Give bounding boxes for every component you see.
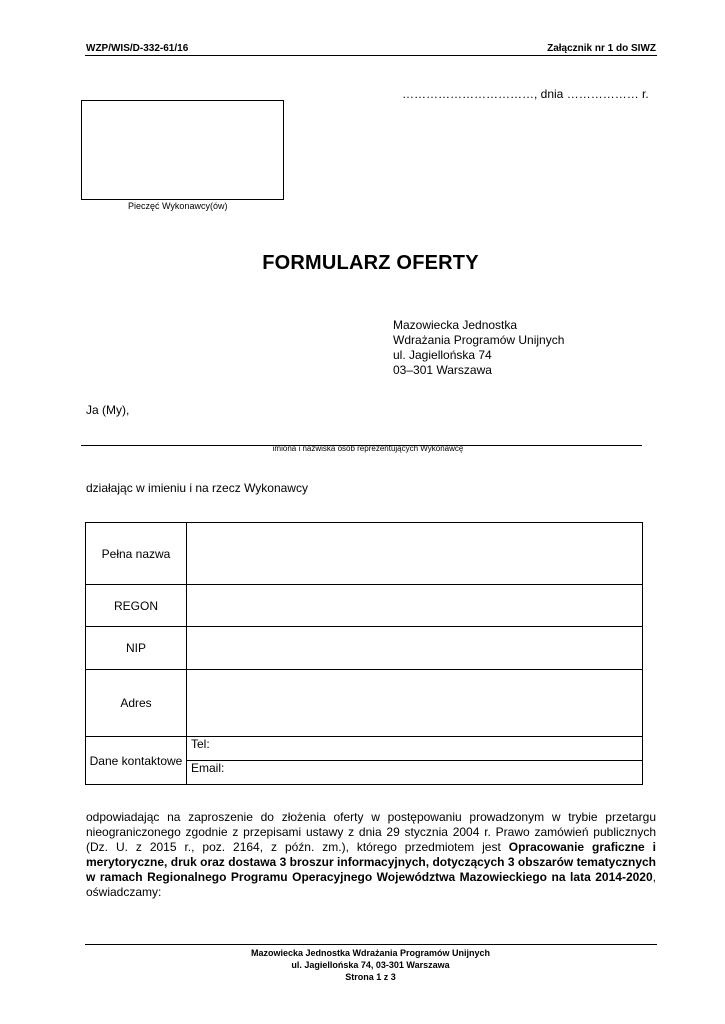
footer-address: ul. Jagiellońska 74, 03-301 Warszawa bbox=[291, 960, 450, 970]
representatives-label: imiona i nazwiska osób reprezentujących Wykonawcę bbox=[272, 444, 464, 453]
document-reference: WZP/WIS/D-332-61/16 bbox=[86, 43, 189, 54]
paragraph-end: , oświadczamy: bbox=[86, 870, 656, 899]
recipient-address bbox=[393, 318, 564, 378]
full-name-cell bbox=[187, 523, 643, 585]
regon-cell bbox=[187, 585, 643, 627]
paragraph-intro: odpowiadając na zaproszenie do złożenia oferty w postępowaniu prowadzonym w trybie przetargu nieograniczonego zgodnie z przepisami ustawy z dnia 29 stycznia 2004 r. Prawo zamówień publicznych (Dz. U. z 2015 r., poz. 2164, z późn. zm.), którego przedmiotem jest bbox=[86, 810, 656, 854]
table-row bbox=[86, 627, 643, 670]
procurement-subject: Opracowanie graficzne i merytoryczne, druk oraz dostawa 3 broszur informacyjnych, dotyczących 3 obszarów tematycznych w ramach Regionalnego Programu Operacyjnego Województwa Mazowieckiego na lata 2014-2020 bbox=[86, 840, 656, 884]
header-divider bbox=[85, 55, 657, 56]
recipient-line-2: Wdrażania Programów Unijnych bbox=[393, 333, 565, 347]
full-name-label: Pełna nazwa bbox=[86, 523, 187, 585]
email-cell: Email: bbox=[187, 761, 643, 785]
footer-divider bbox=[85, 944, 657, 945]
page-title: FORMULARZ OFERTY bbox=[262, 252, 479, 274]
stamp-label: Pieczęć Wykonawcy(ów) bbox=[128, 201, 228, 211]
table-row bbox=[86, 585, 643, 627]
table-row bbox=[86, 737, 643, 761]
recipient-line-4: 03–301 Warszawa bbox=[393, 363, 492, 377]
offer-declaration-paragraph bbox=[86, 810, 656, 900]
table-row bbox=[86, 670, 643, 737]
page-number: Strona 1 z 3 bbox=[345, 972, 396, 982]
nip-label: NIP bbox=[86, 627, 187, 670]
contractor-details-table bbox=[85, 522, 643, 785]
ja-my-label: Ja (My), bbox=[86, 403, 130, 417]
acting-on-behalf-text: działając w imieniu i na rzecz Wykonawcy bbox=[86, 481, 308, 495]
place-date-field: ……………………………, dnia ……………… r. bbox=[402, 87, 649, 101]
nip-cell bbox=[187, 627, 643, 670]
contact-label: Dane kontaktowe bbox=[86, 737, 187, 785]
recipient-line-3: ul. Jagiellońska 74 bbox=[393, 348, 492, 362]
address-label: Adres bbox=[86, 670, 187, 737]
table-row bbox=[86, 523, 643, 585]
attachment-label: Załącznik nr 1 do SIWZ bbox=[547, 43, 656, 54]
address-cell bbox=[187, 670, 643, 737]
tel-cell: Tel: bbox=[187, 737, 643, 761]
footer-institution: Mazowiecka Jednostka Wdrażania Programów Unijnych bbox=[250, 948, 491, 958]
regon-label: REGON bbox=[86, 585, 187, 627]
recipient-line-1: Mazowiecka Jednostka bbox=[393, 318, 518, 332]
contractor-stamp-box bbox=[81, 100, 284, 200]
